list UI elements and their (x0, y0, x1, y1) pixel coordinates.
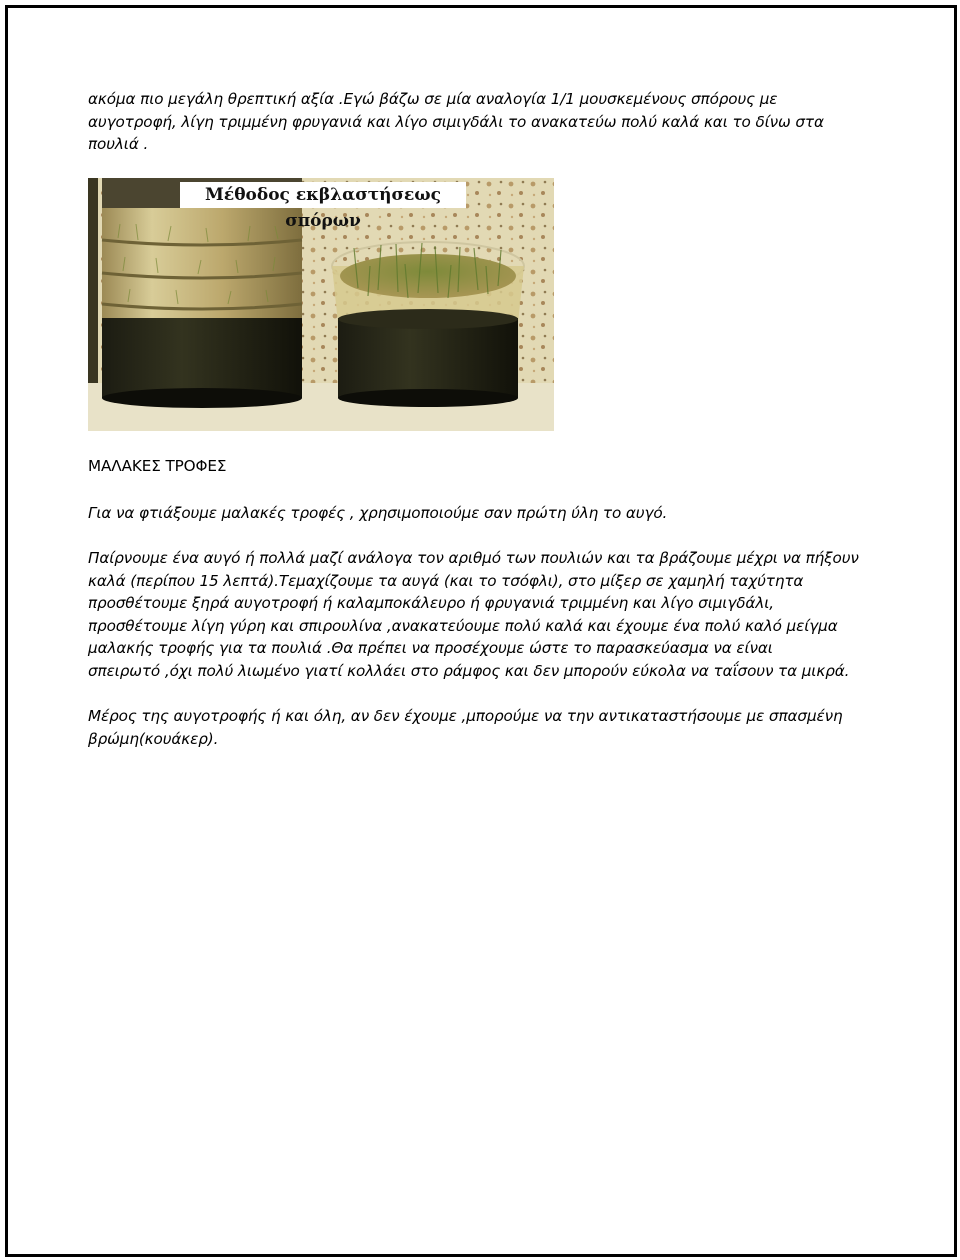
paragraph-3-line-1: Μέρος της αυγοτροφής ή και όλη, αν δεν έχουμε ,μπορούμε να την αντικαταστήσουμε με σπασμένη (88, 707, 843, 725)
paragraph-2-line-4: προσθέτουμε λίγη γύρη και σπιρουλίνα ,ανακατεύουμε πολύ καλά και έχουμε ένα πολύ καλό μείγμα (88, 616, 838, 635)
paragraph-3-line-2: βρώμη(κουάκερ). (88, 729, 219, 748)
intro-paragraph (88, 88, 878, 156)
paragraph-2 (88, 547, 878, 682)
paragraph-2-line-3: προσθέτουμε ξηρά αυγοτροφή ή καλαμποκάλευρο ή φρυγανιά τριμμένη και λίγο σιμιγδάλι, (88, 594, 774, 612)
paragraph-3 (88, 705, 878, 750)
sprouting-seeds-photo (88, 178, 554, 431)
intro-line-3: πουλιά . (88, 135, 149, 153)
section-heading (88, 455, 878, 478)
heading-soft-foods: ΜΑΛΑΚΕΣ ΤΡΟΦΕΣ (88, 457, 227, 475)
paragraph-2-line-2: καλά (περίπου 15 λεπτά).Τεμαχίζουμε τα αυγά (και το τσόφλι), στο μίξερ σε χαμηλή ταχύτητα (88, 571, 804, 590)
paragraph-2-line-5: μαλακής τροφής για τα πουλιά .Θα πρέπει να προσέχουμε ώστε το παρασκεύασμα να είναι (88, 639, 773, 657)
paragraph-1 (88, 502, 878, 525)
intro-line-2: αυγοτροφή, λίγη τριμμένη φρυγανιά και λίγο σιμιγδάλι το ανακατεύω πολύ καλά και το δίνω στα (88, 112, 824, 131)
paragraph-2-line-6: σπειρωτό ,όχι πολύ λιωμένο γιατί κολλάει στο ράμφος και δεν μπορούν εύκολα να ταΐσουν τα μικρά. (88, 661, 850, 680)
paragraph-1-text: Για να φτιάξουμε μαλακές τροφές , χρησιμοποιούμε σαν πρώτη ύλη το αυγό. (88, 504, 668, 522)
intro-line-1: ακόμα πιο μεγάλη θρεπτική αξία .Εγώ βάζω σε μία αναλογία 1/1 μουσκεμένους σπόρους με (88, 90, 778, 108)
paragraph-2-line-1: Παίρνουμε ένα αυγό ή πολλά μαζί ανάλογα τον αριθμό των πουλιών και τα βράζουμε μέχρι να πήξουν (88, 549, 859, 567)
figure-title: Μέθοδος εκβλαστήσεως σπόρων (180, 182, 466, 208)
